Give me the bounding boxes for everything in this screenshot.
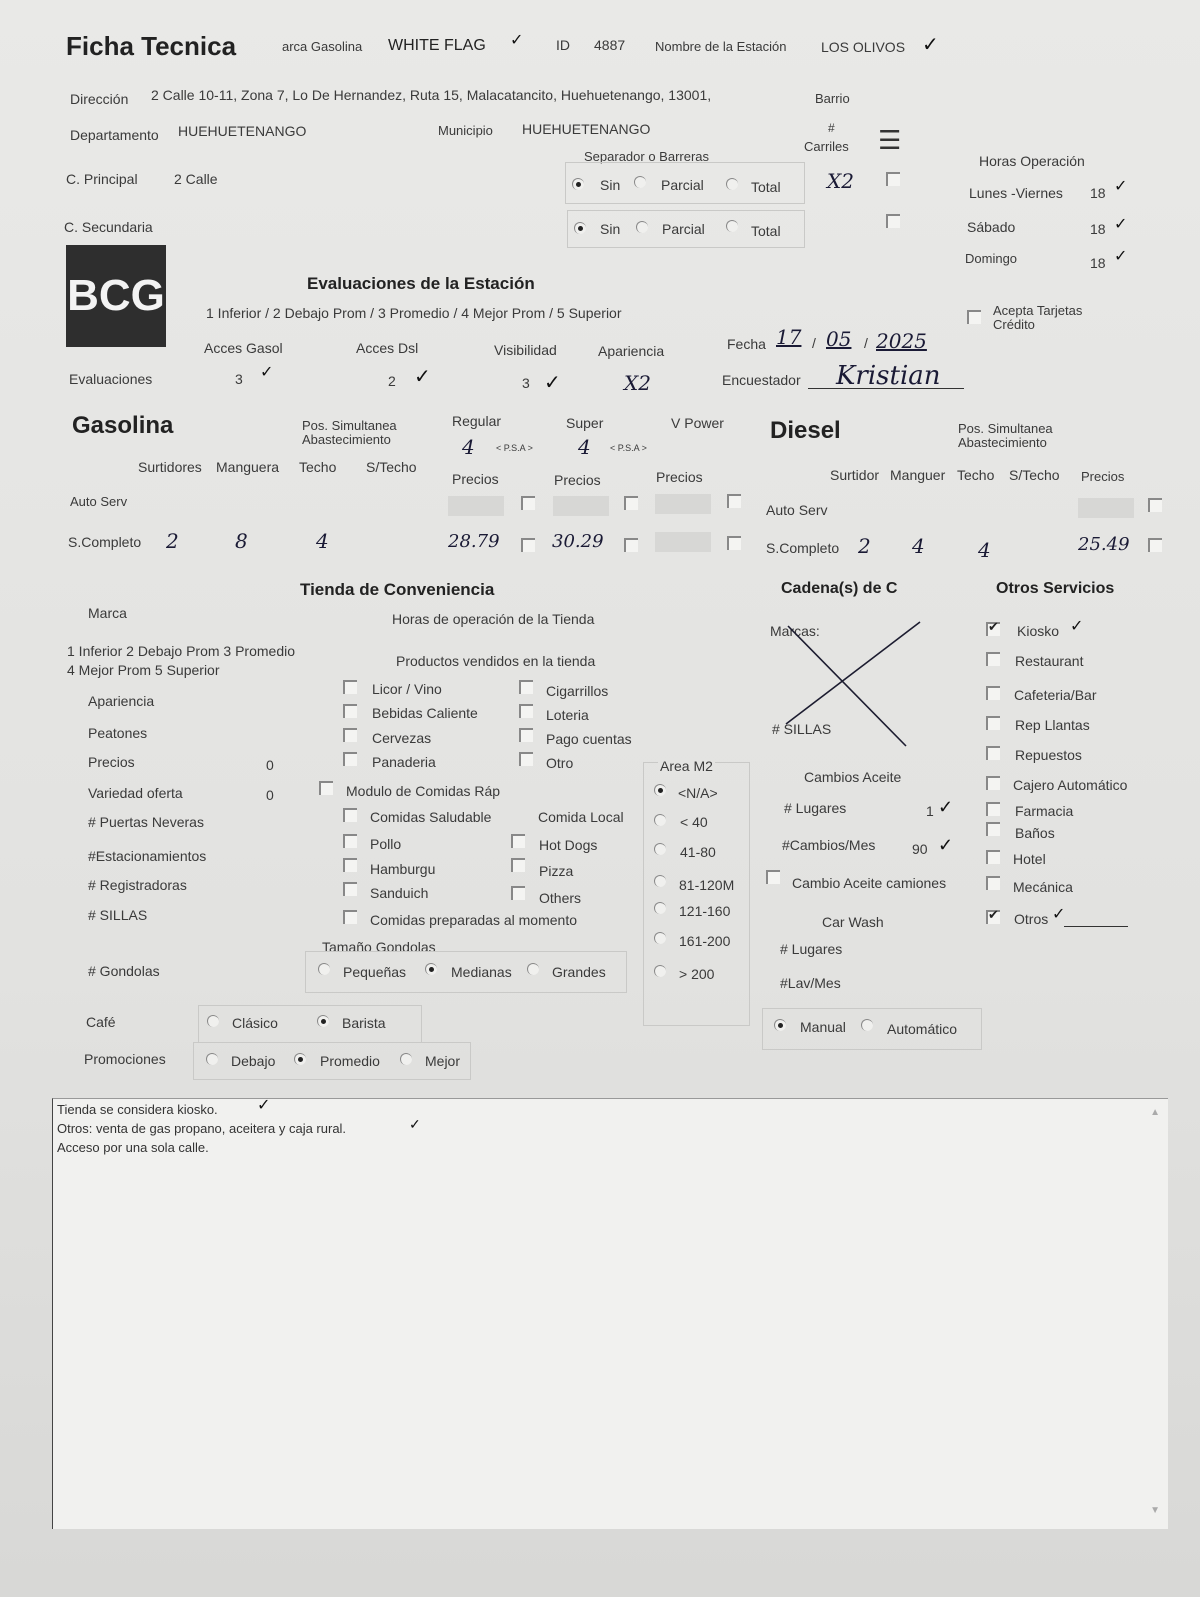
regular-precios-header: Precios	[452, 471, 499, 487]
scroll-up-icon[interactable]: ▲	[1150, 1107, 1160, 1118]
carriles-secundaria-checkbox[interactable]	[886, 214, 900, 228]
sillas-label: # SILLAS	[88, 907, 148, 923]
promo-mejor-radio[interactable]	[400, 1053, 412, 1065]
vpower-sc-checkbox[interactable]	[727, 536, 741, 550]
camiones-label: Cambio Aceite camiones	[792, 875, 947, 891]
note-line: Otros: venta de gas propano, aceitera y caja rural.	[57, 1121, 347, 1136]
gondolas-label: # Gondolas	[88, 963, 160, 979]
calle-principal-value[interactable]: 2 Calle	[174, 171, 218, 187]
marcas-label: Marcas:	[770, 623, 820, 639]
area-161-200-radio[interactable]	[654, 932, 666, 944]
diesel-price-value[interactable]: 25.49	[1078, 534, 1130, 555]
tienda-horas-label: Horas de operación de la Tienda	[392, 611, 595, 627]
promo-promedio-label: Promedio	[320, 1053, 380, 1069]
check-mark-icon: ✓	[257, 1097, 271, 1114]
separador-parcial-label: Parcial	[661, 177, 704, 193]
hotel-checkbox[interactable]	[986, 850, 1000, 864]
cervezas-label: Cervezas	[372, 730, 432, 746]
bebidas-label: Bebidas Caliente	[372, 705, 478, 721]
variedad-value[interactable]: 0	[266, 787, 274, 803]
gondolas-grandes-label: Grandes	[552, 964, 606, 980]
id-value[interactable]: 4887	[594, 37, 626, 53]
super-auto-checkbox[interactable]	[624, 496, 638, 510]
gasolina-pos-label: Pos. Simultanea Abastecimiento	[302, 418, 397, 448]
hot-dogs-checkbox[interactable]	[511, 834, 525, 848]
sanduich-label: Sanduich	[370, 885, 429, 901]
restaurant-checkbox[interactable]	[986, 652, 1000, 666]
licor-label: Licor / Vino	[372, 681, 442, 697]
sabado-label: Sábado	[967, 219, 1016, 235]
page-title: Ficha Tecnica	[66, 31, 237, 61]
encuestador-label: Encuestador	[722, 372, 801, 388]
gas-auto-serv-label: Auto Serv	[70, 494, 128, 509]
super-pos-value[interactable]: 4	[578, 435, 591, 459]
super-label: Super	[566, 415, 604, 431]
check-mark-icon: ✓	[938, 835, 954, 855]
domingo-label: Domingo	[965, 251, 1018, 266]
area-na-label: <N/A>	[678, 785, 718, 801]
area-41-80-radio[interactable]	[654, 843, 666, 855]
area-gt200-label: > 200	[679, 966, 715, 982]
cajero-checkbox[interactable]	[986, 776, 1000, 790]
pollo-label: Pollo	[370, 836, 402, 852]
acces-dsl-header: Acces Dsl	[356, 340, 419, 356]
manguera-header: Manguera	[216, 459, 280, 475]
puertas-neveras-label: # Puertas Neveras	[88, 814, 204, 830]
cigarrillos-checkbox[interactable]	[519, 680, 533, 694]
area-81-120-label: 81-120M	[679, 877, 735, 893]
visibilidad-header: Visibilidad	[494, 342, 557, 358]
traffic-light-icon: ☰	[878, 125, 902, 155]
separador-sin-radio[interactable]	[572, 178, 584, 190]
cervezas-checkbox[interactable]	[343, 728, 357, 742]
separador2-parcial-radio[interactable]	[636, 221, 648, 233]
gondolas-medianas-radio[interactable]	[425, 963, 437, 975]
calle-principal-label: C. Principal	[66, 171, 138, 187]
fecha-label: Fecha	[727, 336, 766, 352]
pollo-checkbox[interactable]	[343, 834, 357, 848]
acepta-tarjetas-checkbox[interactable]	[967, 310, 981, 324]
sanduich-checkbox[interactable]	[343, 882, 357, 896]
area-161-200-label: 161-200	[679, 933, 731, 949]
regular-auto-checkbox[interactable]	[521, 496, 535, 510]
diesel-stecho-header: S/Techo	[1009, 467, 1060, 483]
encuestador-underline	[808, 388, 964, 389]
estacionamientos-label: #Estacionamientos	[88, 848, 207, 864]
domingo-hours[interactable]: 18	[1090, 255, 1106, 271]
departamento-label: Departamento	[70, 127, 159, 143]
diesel-techo-value[interactable]: 4	[978, 538, 991, 562]
evaluaciones-row-label: Evaluaciones	[69, 371, 153, 387]
vpower-precios-header: Precios	[656, 469, 703, 485]
loteria-checkbox[interactable]	[519, 704, 533, 718]
registradoras-label: # Registradoras	[88, 877, 187, 893]
gas-manguera-value[interactable]: 8	[235, 529, 248, 553]
hash-label: #	[828, 121, 835, 135]
bebidas-checkbox[interactable]	[343, 704, 357, 718]
rep-llantas-checkbox[interactable]	[986, 716, 1000, 730]
super-psa-note: < P.S.A >	[610, 443, 647, 453]
promo-debajo-label: Debajo	[231, 1053, 276, 1069]
diesel-pos-label: Pos. Simultanea Abastecimiento	[958, 421, 1053, 451]
station-name-value[interactable]: LOS OLIVOS	[821, 39, 906, 55]
separador2-total-radio[interactable]	[726, 220, 738, 232]
diesel-surtidor-value[interactable]: 2	[858, 534, 871, 558]
cafe-barista-radio[interactable]	[317, 1015, 329, 1027]
diesel-sc-checkbox[interactable]	[1148, 538, 1162, 552]
acces-gasol-header: Acces Gasol	[204, 340, 283, 356]
banos-checkbox[interactable]	[986, 822, 1000, 836]
acces-gasol-value[interactable]: 3	[235, 371, 243, 387]
otros-underline	[1064, 926, 1128, 927]
carriles-label: Carriles	[804, 139, 849, 154]
otro-checkbox[interactable]	[519, 752, 533, 766]
otros-checkbox[interactable]	[986, 910, 1000, 924]
diesel-manguera-header: Manguer	[890, 467, 946, 483]
modulo-comidas-checkbox[interactable]	[319, 781, 333, 795]
diesel-auto-price-field[interactable]	[1078, 498, 1134, 518]
repuestos-checkbox[interactable]	[986, 746, 1000, 760]
farmacia-label: Farmacia	[1015, 803, 1074, 819]
gas-techo-value[interactable]: 4	[316, 529, 329, 553]
municipio-value[interactable]: HUEHUETENANGO	[522, 121, 651, 137]
repuestos-label: Repuestos	[1015, 747, 1082, 763]
wash-manual-label: Manual	[800, 1019, 846, 1035]
mecanica-label: Mecánica	[1013, 879, 1073, 895]
date-separator: /	[864, 335, 868, 351]
station-name-label: Nombre de la Estación	[655, 39, 787, 54]
area-lt40-radio[interactable]	[654, 814, 666, 826]
diesel-scompleto-label: S.Completo	[766, 540, 840, 556]
gondolas-medianas-label: Medianas	[451, 964, 512, 980]
area-lt40-label: < 40	[680, 814, 708, 830]
check-mark-icon: ✓	[938, 797, 954, 817]
variedad-label: Variedad oferta	[88, 785, 183, 801]
check-mark-icon: ✓	[260, 364, 274, 381]
visibilidad-value[interactable]: 3	[522, 375, 530, 391]
wash-automatico-radio[interactable]	[861, 1019, 873, 1031]
check-mark-icon: ✓	[409, 1116, 421, 1132]
gondolas-grandes-radio[interactable]	[527, 963, 539, 975]
area-121-160-label: 121-160	[679, 903, 731, 919]
vpower-auto-checkbox[interactable]	[727, 494, 741, 508]
hamburgu-label: Hamburgu	[370, 861, 436, 877]
evaluaciones-scale: 1 Inferior / 2 Debajo Prom / 3 Promedio / 4 Mejor Prom / 5 Superior	[206, 305, 622, 321]
otros-servicios-title: Otros Servicios	[996, 580, 1115, 597]
check-mark-icon: ✓	[1114, 248, 1128, 265]
direccion-label: Dirección	[70, 91, 129, 107]
check-mark-icon: ✓	[1052, 906, 1066, 923]
carriles-handwritten: X2	[827, 169, 854, 193]
cambios-mes-value[interactable]: 90	[912, 841, 928, 857]
cafe-barista-label: Barista	[342, 1015, 386, 1031]
wash-automatico-label: Automático	[887, 1021, 958, 1037]
modulo-comidas-label: Modulo de Comidas Ráp	[346, 783, 501, 799]
lugares-label: # Lugares	[784, 800, 847, 816]
encuestador-handwritten[interactable]: Kristian	[836, 361, 941, 391]
acces-dsl-value[interactable]: 2	[388, 373, 396, 389]
check-mark-icon: ✓	[414, 366, 431, 388]
rep-llantas-label: Rep Llantas	[1015, 717, 1090, 733]
area-gt200-radio[interactable]	[654, 965, 666, 977]
promo-debajo-radio[interactable]	[206, 1053, 218, 1065]
area-81-120-radio[interactable]	[654, 875, 666, 887]
gondolas-title: Tamaño Gondolas	[322, 939, 436, 955]
techo-header: Techo	[299, 459, 337, 475]
kiosko-checkbox[interactable]	[986, 622, 1000, 636]
mecanica-checkbox[interactable]	[986, 876, 1000, 890]
surtidores-header: Surtidores	[138, 459, 202, 475]
area-group	[643, 762, 750, 1026]
carwash-lugares-label: # Lugares	[780, 941, 843, 957]
cambios-mes-label: #Cambios/Mes	[782, 837, 876, 853]
area-title: Area M2	[660, 758, 713, 774]
check-mark-icon: ✓	[1114, 216, 1128, 233]
licor-checkbox[interactable]	[343, 680, 357, 694]
tienda-marca-label: Marca	[88, 605, 127, 621]
pago-cuentas-checkbox[interactable]	[519, 728, 533, 742]
barrio-label: Barrio	[815, 91, 850, 106]
promo-mejor-label: Mejor	[425, 1053, 461, 1069]
separador-sin-label: Sin	[600, 177, 621, 193]
comida-local-label: Comida Local	[538, 809, 624, 825]
gondolas-pequenas-label: Pequeñas	[343, 964, 407, 980]
wash-manual-radio[interactable]	[774, 1019, 786, 1031]
cambios-aceite-title: Cambios Aceite	[804, 769, 902, 785]
fecha-day[interactable]: 17	[776, 325, 802, 349]
sabado-hours[interactable]: 18	[1090, 221, 1106, 237]
id-label: ID	[556, 37, 570, 53]
separador2-parcial-label: Parcial	[662, 221, 705, 237]
note-line: Tienda se considera kiosko.	[57, 1102, 218, 1117]
diesel-manguera-value[interactable]: 4	[912, 534, 925, 558]
departamento-value[interactable]: HUEHUETENANGO	[178, 123, 307, 139]
pizza-label: Pizza	[539, 863, 574, 879]
check-mark-icon: ✓	[1114, 178, 1128, 195]
precios-value[interactable]: 0	[266, 757, 274, 773]
note-line: Acceso por una sola calle.	[57, 1140, 209, 1155]
diesel-auto-serv-label: Auto Serv	[766, 502, 828, 518]
tienda-title: Tienda de Conveniencia	[300, 580, 495, 599]
carwash-title: Car Wash	[822, 914, 884, 930]
gas-scompleto-label: S.Completo	[68, 534, 142, 550]
check-mark-icon: ✓	[922, 34, 939, 56]
regular-psa-note: < P.S.A >	[496, 443, 533, 453]
horas-title: Horas Operación	[979, 153, 1085, 169]
stecho-header: S/Techo	[366, 459, 417, 475]
diesel-auto-checkbox[interactable]	[1148, 498, 1162, 512]
pizza-checkbox[interactable]	[511, 858, 525, 872]
lugares-value[interactable]: 1	[926, 803, 934, 819]
otro-label: Otro	[546, 755, 574, 771]
restaurant-label: Restaurant	[1015, 653, 1084, 669]
regular-sc-checkbox[interactable]	[521, 538, 535, 552]
notes-textarea[interactable]	[52, 1098, 1168, 1529]
date-separator: /	[812, 335, 816, 351]
cajero-label: Cajero Automático	[1013, 777, 1128, 793]
check-mark-icon: ✓	[544, 372, 561, 394]
separador-parcial-radio[interactable]	[634, 176, 646, 188]
diesel-surtidor-header: Surtidor	[830, 467, 880, 483]
area-41-80-label: 41-80	[680, 844, 716, 860]
check-mark-icon: ✓	[1070, 618, 1084, 635]
banos-label: Baños	[1015, 825, 1055, 841]
regular-auto-price-field[interactable]	[448, 496, 504, 516]
comidas-saludable-label: Comidas Saludable	[370, 809, 492, 825]
acepta-tarjetas-label: Acepta Tarjetas Crédito	[993, 303, 1083, 333]
panaderia-label: Panaderia	[372, 754, 436, 770]
area-121-160-radio[interactable]	[654, 902, 666, 914]
separador-total-label: Total	[751, 179, 781, 195]
separador2-sin-radio[interactable]	[574, 222, 586, 234]
separador2-total-label: Total	[751, 223, 781, 239]
pago-cuentas-label: Pago cuentas	[546, 731, 632, 747]
diesel-techo-header: Techo	[957, 467, 995, 483]
fecha-year[interactable]: 2025	[876, 329, 927, 353]
super-auto-price-field[interactable]	[553, 496, 609, 516]
comidas-preparadas-checkbox[interactable]	[343, 910, 357, 924]
lunes-viernes-label: Lunes -Viernes	[969, 185, 1063, 201]
marca-label: arca Gasolina	[282, 39, 363, 54]
lunes-viernes-hours[interactable]: 18	[1090, 185, 1106, 201]
farmacia-checkbox[interactable]	[986, 802, 1000, 816]
calle-secundaria-label: C. Secundaria	[64, 219, 153, 235]
gas-surtidores-value[interactable]: 2	[166, 529, 179, 553]
tienda-scale: 1 Inferior 2 Debajo Prom 3 Promedio	[67, 643, 295, 659]
cadena-sillas-label: # SILLAS	[772, 721, 832, 737]
panaderia-checkbox[interactable]	[343, 752, 357, 766]
promociones-label: Promociones	[84, 1051, 166, 1067]
vpower-label: V Power	[671, 415, 724, 431]
gondolas-pequenas-radio[interactable]	[318, 963, 330, 975]
regular-price-value[interactable]: 28.79	[448, 531, 500, 552]
super-sc-checkbox[interactable]	[624, 538, 638, 552]
tienda-scale-2: 4 Mejor Prom 5 Superior	[67, 662, 220, 678]
comidas-preparadas-label: Comidas preparadas al momento	[370, 912, 577, 928]
gasolina-title: Gasolina	[72, 412, 174, 439]
hamburgu-checkbox[interactable]	[343, 858, 357, 872]
cafe-label: Café	[86, 1014, 116, 1030]
regular-pos-value[interactable]: 4	[462, 435, 475, 459]
vpower-auto-price-field[interactable]	[655, 494, 711, 514]
camiones-checkbox[interactable]	[766, 870, 780, 884]
separador-total-radio[interactable]	[726, 178, 738, 190]
scroll-down-icon[interactable]: ▼	[1150, 1505, 1160, 1516]
evaluaciones-title: Evaluaciones de la Estación	[307, 274, 535, 293]
bcg-logo: BCG	[66, 245, 166, 347]
marca-value[interactable]: WHITE FLAG	[388, 37, 486, 54]
loteria-label: Loteria	[546, 707, 589, 723]
fecha-month[interactable]: 05	[826, 327, 852, 351]
hotel-label: Hotel	[1013, 851, 1046, 867]
vpower-sc-price-field[interactable]	[655, 532, 711, 552]
kiosko-label: Kiosko	[1017, 623, 1060, 639]
separador2-sin-label: Sin	[600, 221, 621, 237]
apariencia-label: Apariencia	[88, 693, 155, 709]
cafeteria-checkbox[interactable]	[986, 686, 1000, 700]
hot-dogs-label: Hot Dogs	[539, 837, 598, 853]
super-price-value[interactable]: 30.29	[552, 531, 604, 552]
apariencia-handwritten: X2	[624, 371, 651, 395]
others-label: Others	[539, 890, 582, 906]
separador-title: Separador o Barreras	[584, 149, 710, 164]
otros-label: Otros	[1014, 911, 1049, 927]
regular-label: Regular	[452, 413, 502, 429]
peatones-label: Peatones	[88, 725, 148, 741]
promo-promedio-radio[interactable]	[294, 1053, 306, 1065]
municipio-label: Municipio	[438, 123, 493, 138]
diesel-title: Diesel	[770, 417, 841, 444]
super-precios-header: Precios	[554, 472, 601, 488]
diesel-precios-header: Precios	[1081, 469, 1125, 484]
cigarrillos-label: Cigarrillos	[546, 683, 609, 699]
lav-mes-label: #Lav/Mes	[780, 975, 841, 991]
cafeteria-label: Cafeteria/Bar	[1014, 687, 1097, 703]
cafe-clasico-radio[interactable]	[207, 1015, 219, 1027]
productos-title: Productos vendidos en la tienda	[396, 653, 596, 669]
apariencia-header: Apariencia	[598, 343, 665, 359]
carriles-principal-checkbox[interactable]	[886, 172, 900, 186]
others-checkbox[interactable]	[511, 886, 525, 900]
area-na-radio[interactable]	[654, 784, 666, 796]
cadena-title: Cadena(s) de C	[781, 580, 898, 597]
comidas-saludable-checkbox[interactable]	[343, 808, 357, 822]
direccion-value[interactable]: 2 Calle 10-11, Zona 7, Lo De Hernandez, Ruta 15, Malacatancito, Huehuetenango, 13001,	[151, 87, 712, 103]
cafe-clasico-label: Clásico	[232, 1015, 278, 1031]
precios-label: Precios	[88, 754, 135, 770]
check-mark-icon: ✓	[510, 32, 524, 49]
